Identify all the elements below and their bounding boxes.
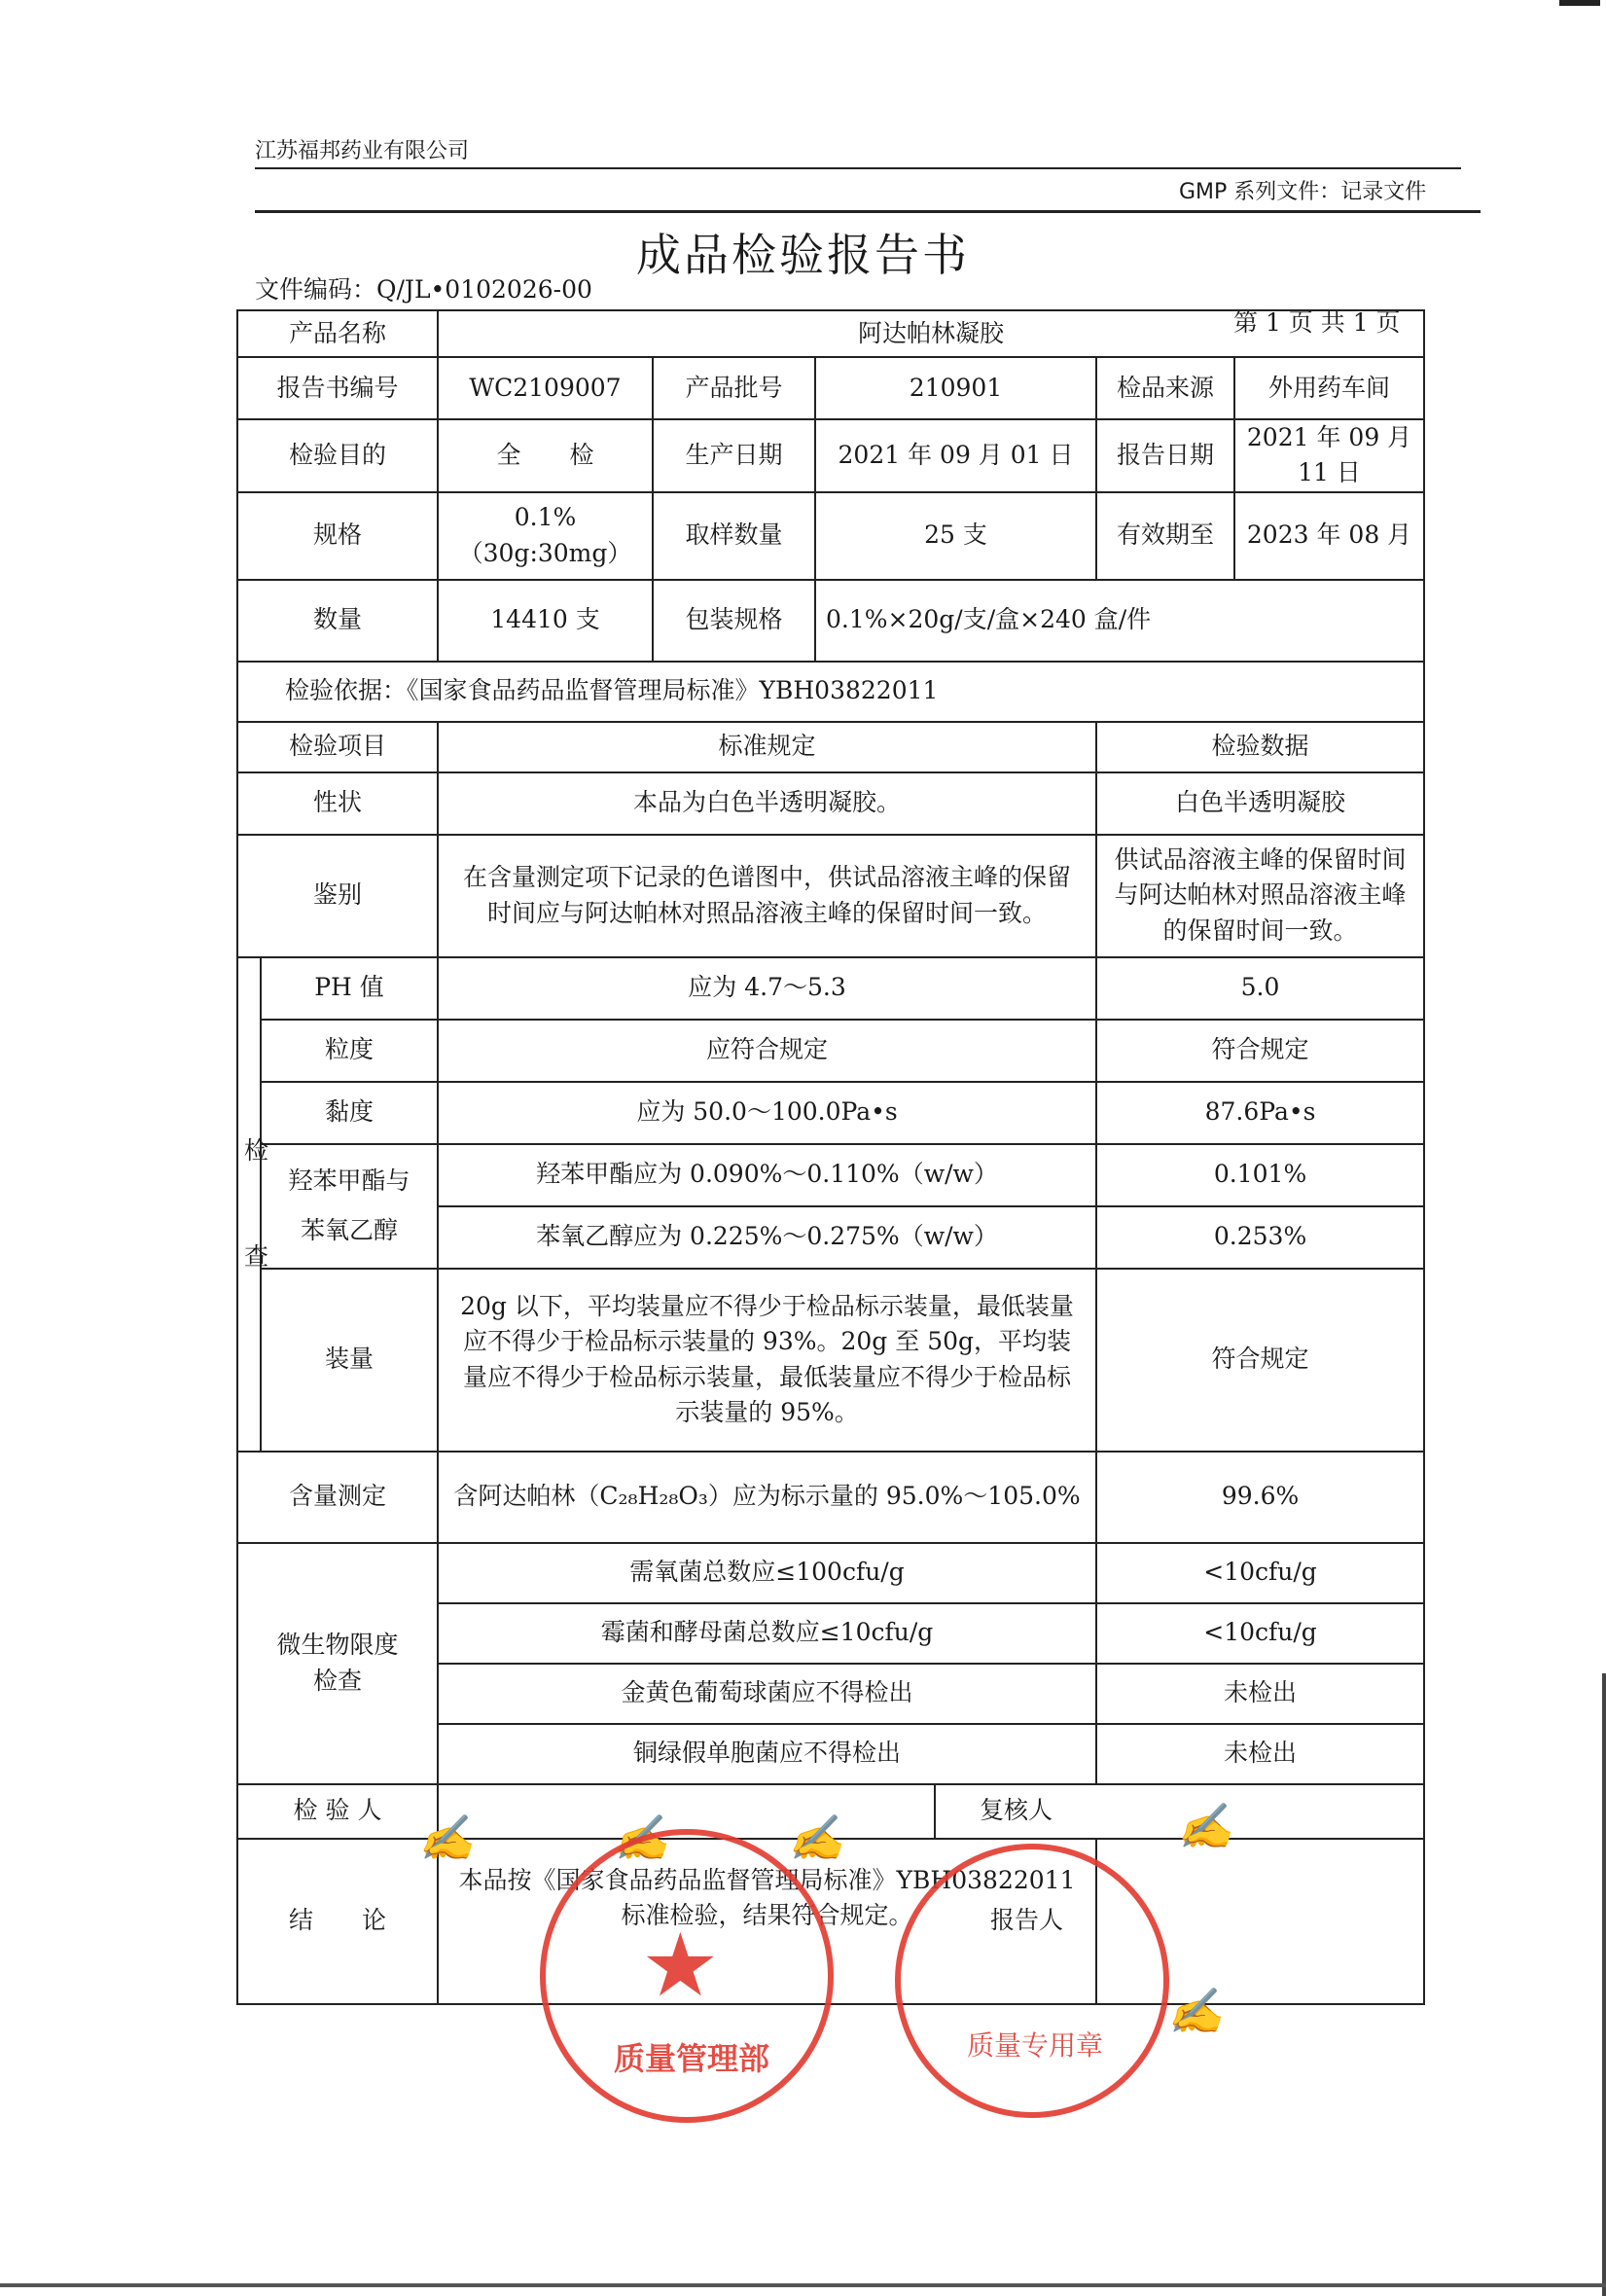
scan-bottom-edge: [0, 2283, 1606, 2287]
assay-result: 99.6%: [1096, 1452, 1424, 1543]
micro-standard-4: 铜绿假单胞菌应不得检出: [438, 1724, 1096, 1784]
inspector-signature-1: ✍: [418, 1812, 475, 1864]
pack-label: 包装规格: [653, 580, 815, 662]
micro-standard-2: 霉菌和酵母菌总数应≤10cfu/g: [438, 1603, 1096, 1664]
report-no-value: WC2109007: [438, 357, 653, 419]
ph-label: PH 值: [261, 957, 438, 1020]
report-date-value: 2021 年 09 月 11 日: [1234, 419, 1424, 492]
expiry-value: 2023 年 08 月: [1234, 492, 1424, 580]
ident-standard: 在含量测定项下记录的色谱图中，供试品溶液主峰的保留时间应与阿达帕林对照品溶液主峰的保留时间一致。: [438, 835, 1096, 957]
spec-line-1: 0.1%: [514, 503, 577, 532]
company-name: 江苏福邦药业有限公司: [255, 139, 470, 163]
prod-date-label: 生产日期: [653, 419, 815, 492]
reviewer-signature-mark: ✍: [1177, 1800, 1233, 1852]
report-no-label: 报告书编号: [237, 357, 438, 419]
sample-qty-label: 取样数量: [653, 492, 815, 580]
appearance-standard: 本品为白色半透明凝胶。: [438, 772, 1096, 835]
reporter-signature-mark: ✍: [1167, 1985, 1224, 2037]
purpose-label: 检验目的: [237, 419, 438, 492]
reviewer-label: 复核人: [935, 1784, 1096, 1839]
fill-label: 装量: [261, 1269, 438, 1452]
methylparaben-result: 0.101%: [1096, 1144, 1424, 1206]
micro-result-2: <10cfu/g: [1096, 1603, 1424, 1664]
pack-value: 0.1%×20g/支/盒×240 盒/件: [815, 580, 1424, 662]
ph-standard: 应为 4.7～5.3: [438, 957, 1096, 1020]
source-label: 检品来源: [1096, 357, 1234, 419]
scan-edge-mark: [1559, 0, 1600, 6]
spec-label: 规格: [237, 492, 438, 580]
assay-standard: 含阿达帕林（C₂₈H₂₈O₃）应为标示量的 95.0%～105.0%: [438, 1452, 1096, 1543]
appearance-label: 性状: [237, 772, 438, 835]
grain-result: 符合规定: [1096, 1020, 1424, 1082]
methylparaben-standard: 羟苯甲酯应为 0.090%～0.110%（w/w）: [438, 1144, 1096, 1206]
spec-line-2: （30g:30mg）: [458, 538, 632, 567]
preservative-label-line-2: 苯氧乙醇: [301, 1215, 399, 1244]
micro-standard-3: 金黄色葡萄球菌应不得检出: [438, 1664, 1096, 1724]
product-name-label: 产品名称: [237, 310, 438, 357]
seal-star-icon: ★: [641, 1915, 720, 2017]
expiry-label: 有效期至: [1096, 492, 1234, 580]
appearance-result: 白色半透明凝胶: [1096, 772, 1424, 835]
conclusion-label: 结 论: [237, 1839, 438, 2004]
grain-standard: 应符合规定: [438, 1020, 1096, 1082]
spec-value: [438, 492, 653, 580]
micro-standard-1: 需氧菌总数应≤100cfu/g: [438, 1543, 1096, 1603]
product-name-value: 阿达帕林凝胶: [438, 310, 1424, 357]
quality-dept-seal: [540, 1829, 834, 2123]
seal-2-text: 质量专用章: [967, 2029, 1104, 2062]
phenoxyethanol-result: 0.253%: [1096, 1206, 1424, 1269]
fill-standard: 20g 以下，平均装量应不得少于检品标示装量，最低装量应不得少于检品标示装量的 93%。20g 至 50g，平均装量应不得少于检品标示装量，最低装量应不得少于检品标示装量的 95%。: [438, 1269, 1096, 1452]
qty-label: 数量: [237, 580, 438, 662]
reviewer-signature: [1096, 1784, 1424, 1839]
inspection-basis: 检验依据：《国家食品药品监督管理局标准》YBH03822011: [237, 662, 1424, 722]
inspector-signature-2: ✍: [613, 1812, 669, 1864]
purpose-value: 全 检: [438, 419, 653, 492]
doc-code: 文件编码：Q/JL•0102026-00: [255, 275, 592, 304]
col-standard-header: 标准规定: [438, 722, 1096, 772]
viscosity-label: 黏度: [261, 1082, 438, 1144]
micro-label: 微生物限度 检查: [237, 1543, 438, 1784]
page-info: 第 1 页 共 1 页: [1233, 308, 1401, 337]
qty-value: 14410 支: [438, 580, 653, 662]
source-value: 外用药车间: [1234, 357, 1424, 419]
inspector-label: 检 验 人: [237, 1784, 438, 1839]
gmp-rule: [255, 210, 1481, 213]
assay-label: 含量测定: [237, 1452, 438, 1543]
preservative-label: [261, 1144, 438, 1269]
report-table: [236, 309, 1425, 2005]
micro-result-3: 未检出: [1096, 1664, 1424, 1724]
ph-result: 5.0: [1096, 957, 1424, 1020]
micro-result-1: <10cfu/g: [1096, 1543, 1424, 1603]
ident-result: 供试品溶液主峰的保留时间与阿达帕林对照品溶液主峰的保留时间一致。: [1096, 835, 1424, 957]
viscosity-result: 87.6Pa•s: [1096, 1082, 1424, 1144]
preservative-label-line-1: 羟苯甲酯与: [288, 1166, 410, 1196]
prod-date-value: 2021 年 09 月 01 日: [815, 419, 1096, 492]
gmp-label: GMP 系列文件：记录文件: [1179, 180, 1427, 204]
scan-edge-shadow: [1602, 1673, 1606, 2296]
batch-label: 产品批号: [653, 357, 815, 419]
ident-label: 鉴别: [237, 835, 438, 957]
header-rule: [255, 167, 1461, 169]
micro-result-4: 未检出: [1096, 1724, 1424, 1784]
page-title: 成品检验报告书: [636, 229, 970, 281]
col-item-header: 检验项目: [237, 722, 438, 772]
inspector-signature-3: ✍: [788, 1812, 844, 1864]
viscosity-standard: 应为 50.0～100.0Pa•s: [438, 1082, 1096, 1144]
quality-seal: [895, 1844, 1169, 2118]
grain-label: 粒度: [261, 1020, 438, 1082]
conclusion-text: 本品按《国家食品药品监督管理局标准》YBH03822011 标准检验，结果符合规定。: [438, 1839, 1096, 2004]
seal-1-text: 质量管理部: [614, 2040, 770, 2077]
fill-result: 符合规定: [1096, 1269, 1424, 1452]
col-result-header: 检验数据: [1096, 722, 1424, 772]
sample-qty-value: 25 支: [815, 492, 1096, 580]
batch-value: 210901: [815, 357, 1096, 419]
check-group-label: 检 查: [237, 957, 261, 1452]
reporter-label: 报告人: [990, 1906, 1064, 1935]
report-date-label: 报告日期: [1096, 419, 1234, 492]
phenoxyethanol-standard: 苯氧乙醇应为 0.225%～0.275%（w/w）: [438, 1206, 1096, 1269]
